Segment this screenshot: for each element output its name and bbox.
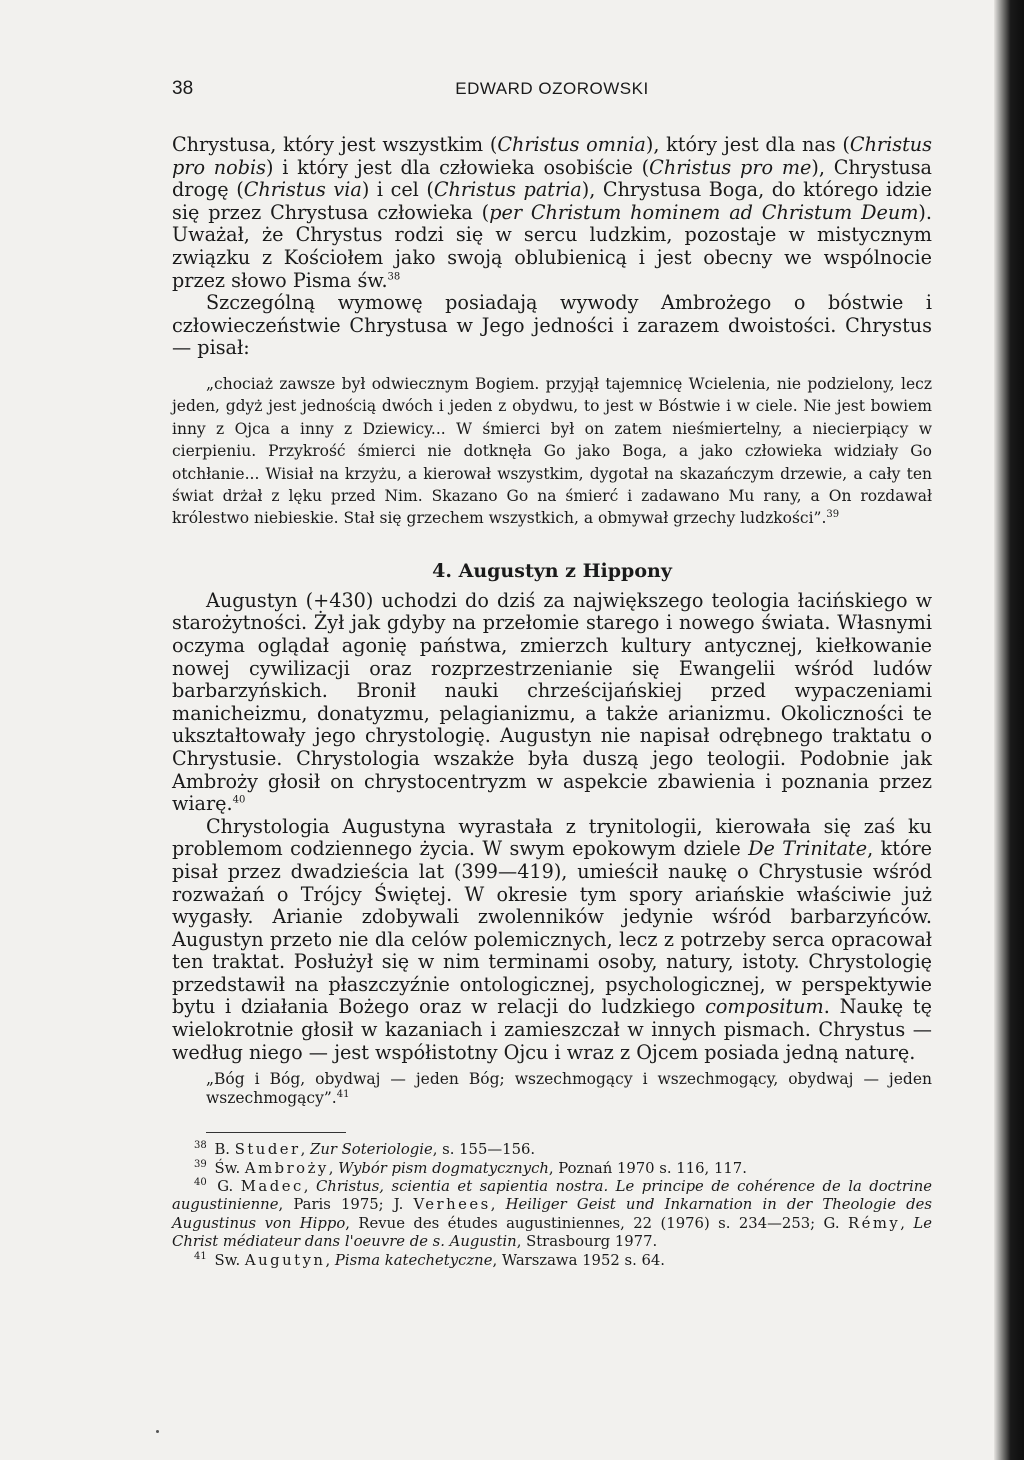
footnote-38: $^{38}$ B. Studer, Zur Soteriologie, s. 155—156. — [194, 1140, 536, 1159]
footnote-ref-39[interactable]: 39 — [826, 509, 840, 521]
main-text — [172, 134, 932, 1270]
page-header — [172, 78, 932, 104]
section-heading: 4. Augustyn z Hippony — [432, 559, 672, 582]
running-head: EDWARD OZOROWSKI — [455, 79, 649, 98]
footnote-divider — [206, 1132, 346, 1133]
footnote-ref-41[interactable]: 41 — [336, 1089, 350, 1101]
footnote-39: $^{39}$ Św. Ambroży, Wybór pism dogmatycznych, Poznań 1970 s. 116, 117. — [194, 1158, 747, 1177]
scan-speck — [156, 1430, 159, 1433]
paragraph-4: Chrystologia Augustyna wyrastała z trynitologii, kierowała się zaś ku problemom codziennego życia. W swym epokowym dziele De Trinitate, które pisał przez dwadzieścia lat (399—419), umieścił naukę o Chrystusie wśród rozważań o Trójcy Świętej. W okresie tym spory ariańskie właściwie już wygasły. Arianie zdobywali zwolenników jedynie wśród barbarzyńców. Augustyn przeto nie dla celów polemicznych, lecz z potrzeby serca opracował ten traktat. Posłużył się w nim terminami osoby, natury, istoty. Chrystologię przedstawił na płaszczyźnie ontologicznej, psychologicznej, w perspektywie bytu i działania Bożego oraz w relacji do ludzkiego compositum. Naukę tę wielokrotnie głosił w kazaniach i zamieszczał w innych pismach. Chrystus — według niego — jest współistotny Ojcu i wraz z Ojcem posiada jedną naturę. — [172, 814, 932, 1064]
footnote-40: $^{40}$ G. Madec, Christus, scientia et sapientia nostra. Le principe de cohérence de la doctrine augustinienne, Paris 1975; J. Verhees, Heiliger Geist und Inkarnation in der Theologie des Augustinus von Hippo, Revue des études augustiniennes, 22 (1976) s. 234—253; G. Rémy, Le Christ médiateur dans l'oeuvre de s. Augustin, Strasbourg 1977. — [172, 1177, 932, 1251]
footnotes — [172, 1141, 932, 1270]
footnote-41: $^{41}$ Sw. Augutyn, Pisma katechetyczne, Warszawa 1952 s. 64. — [194, 1250, 666, 1269]
page-edge-shadow — [994, 0, 1024, 1460]
quote-ambrose: „chociaż zawsze był odwiecznym Bogiem. przyjął tajemnicę Wcielenia, nie podzielony, lecz jeden, gdyż jest jednością dwóch i jeden z obydwu, to jest w Bóstwie i w ciele. Nie jest bowiem inny z Ojca a inny z Dziewicy... W śmierci był on zatem nieśmiertelny, a niecierpiący w cierpieniu. Przykrość śmierci nie dotknęła Go jako Boga, a jako człowieka widziały Go otchłanie... Wisiał na krzyżu, a kierował wszystkim, dygotał na skazańczym drzewie, a cały ten świat drżał z lęku przed Nim. Skazano Go na śmierć i zadawano Mu rany, a On rozdawał królestwo niebieskie. Stał się grzechem wszystkich, a obmywał grzechy ludzkości”.$^{39}$ — [172, 374, 932, 528]
footnote-ref-38[interactable]: 38 — [387, 271, 401, 283]
paragraph-2: Szczególną wymowę posiadają wywody Ambrożego o bóstwie i człowieczeństwie Chrystusa w Jego jedności i zarazem dwoistości. Chrystus — pisał: — [172, 291, 932, 360]
paragraph-1: Chrystusa, który jest wszystkim (Christus omnia), który jest dla nas (Christus pro nobis) i który jest dla człowieka osobiście (Christus pro me), Chrystusa drogę (Christus via) i cel (Christus patria), Chrystusa Boga, do którego idzie się przez Chrystusa człowieka (per Christum hominem ad Christum Deum). Uważał, że Chrystus rodzi się w sercu ludzkim, pozostaje w mistycznym związku z Kościołem jako swoją oblubienicą i jest obecny we wspólnocie przez słowo Pisma św.$^{38}$ — [172, 133, 932, 292]
footnote-ref-40[interactable]: 40 — [232, 794, 246, 806]
paragraph-3: Augustyn (+430) uchodzi do dziś za największego teologia łacińskiego w starożytności. Żył jak gdyby na przełomie starego i nowego świata. Własnymi oczyma oglądał agonię państwa, zmierzch kultury antycznej, kiełkowanie nowej cywilizacji oraz rozprzestrzenianie się Ewangelii wśród ludów barbarzyńskich. Bronił nauki chrześcijańskiej przed wypaczeniami manicheizmu, donatyzmu, pelagianizmu, a także arianizmu. Okoliczności te ukształtowały jego chrystologię. Augustyn nie napisał odrębnego traktatu o Chrystusie. Chrystologia wszakże była duszą jego teologii. Podobnie jak Ambroży głosił on chrystocentryzm w aspekcie zbawienia i poznania przez wiarę.$^{40}$ — [172, 588, 932, 816]
quote-augustine: „Bóg i Bóg, obydwaj — jeden Bóg; wszechmogący i wszechmogący, obydwaj — jeden wszechmogący”.$^{41}$ — [206, 1070, 932, 1108]
page-number: 38 — [172, 78, 194, 99]
